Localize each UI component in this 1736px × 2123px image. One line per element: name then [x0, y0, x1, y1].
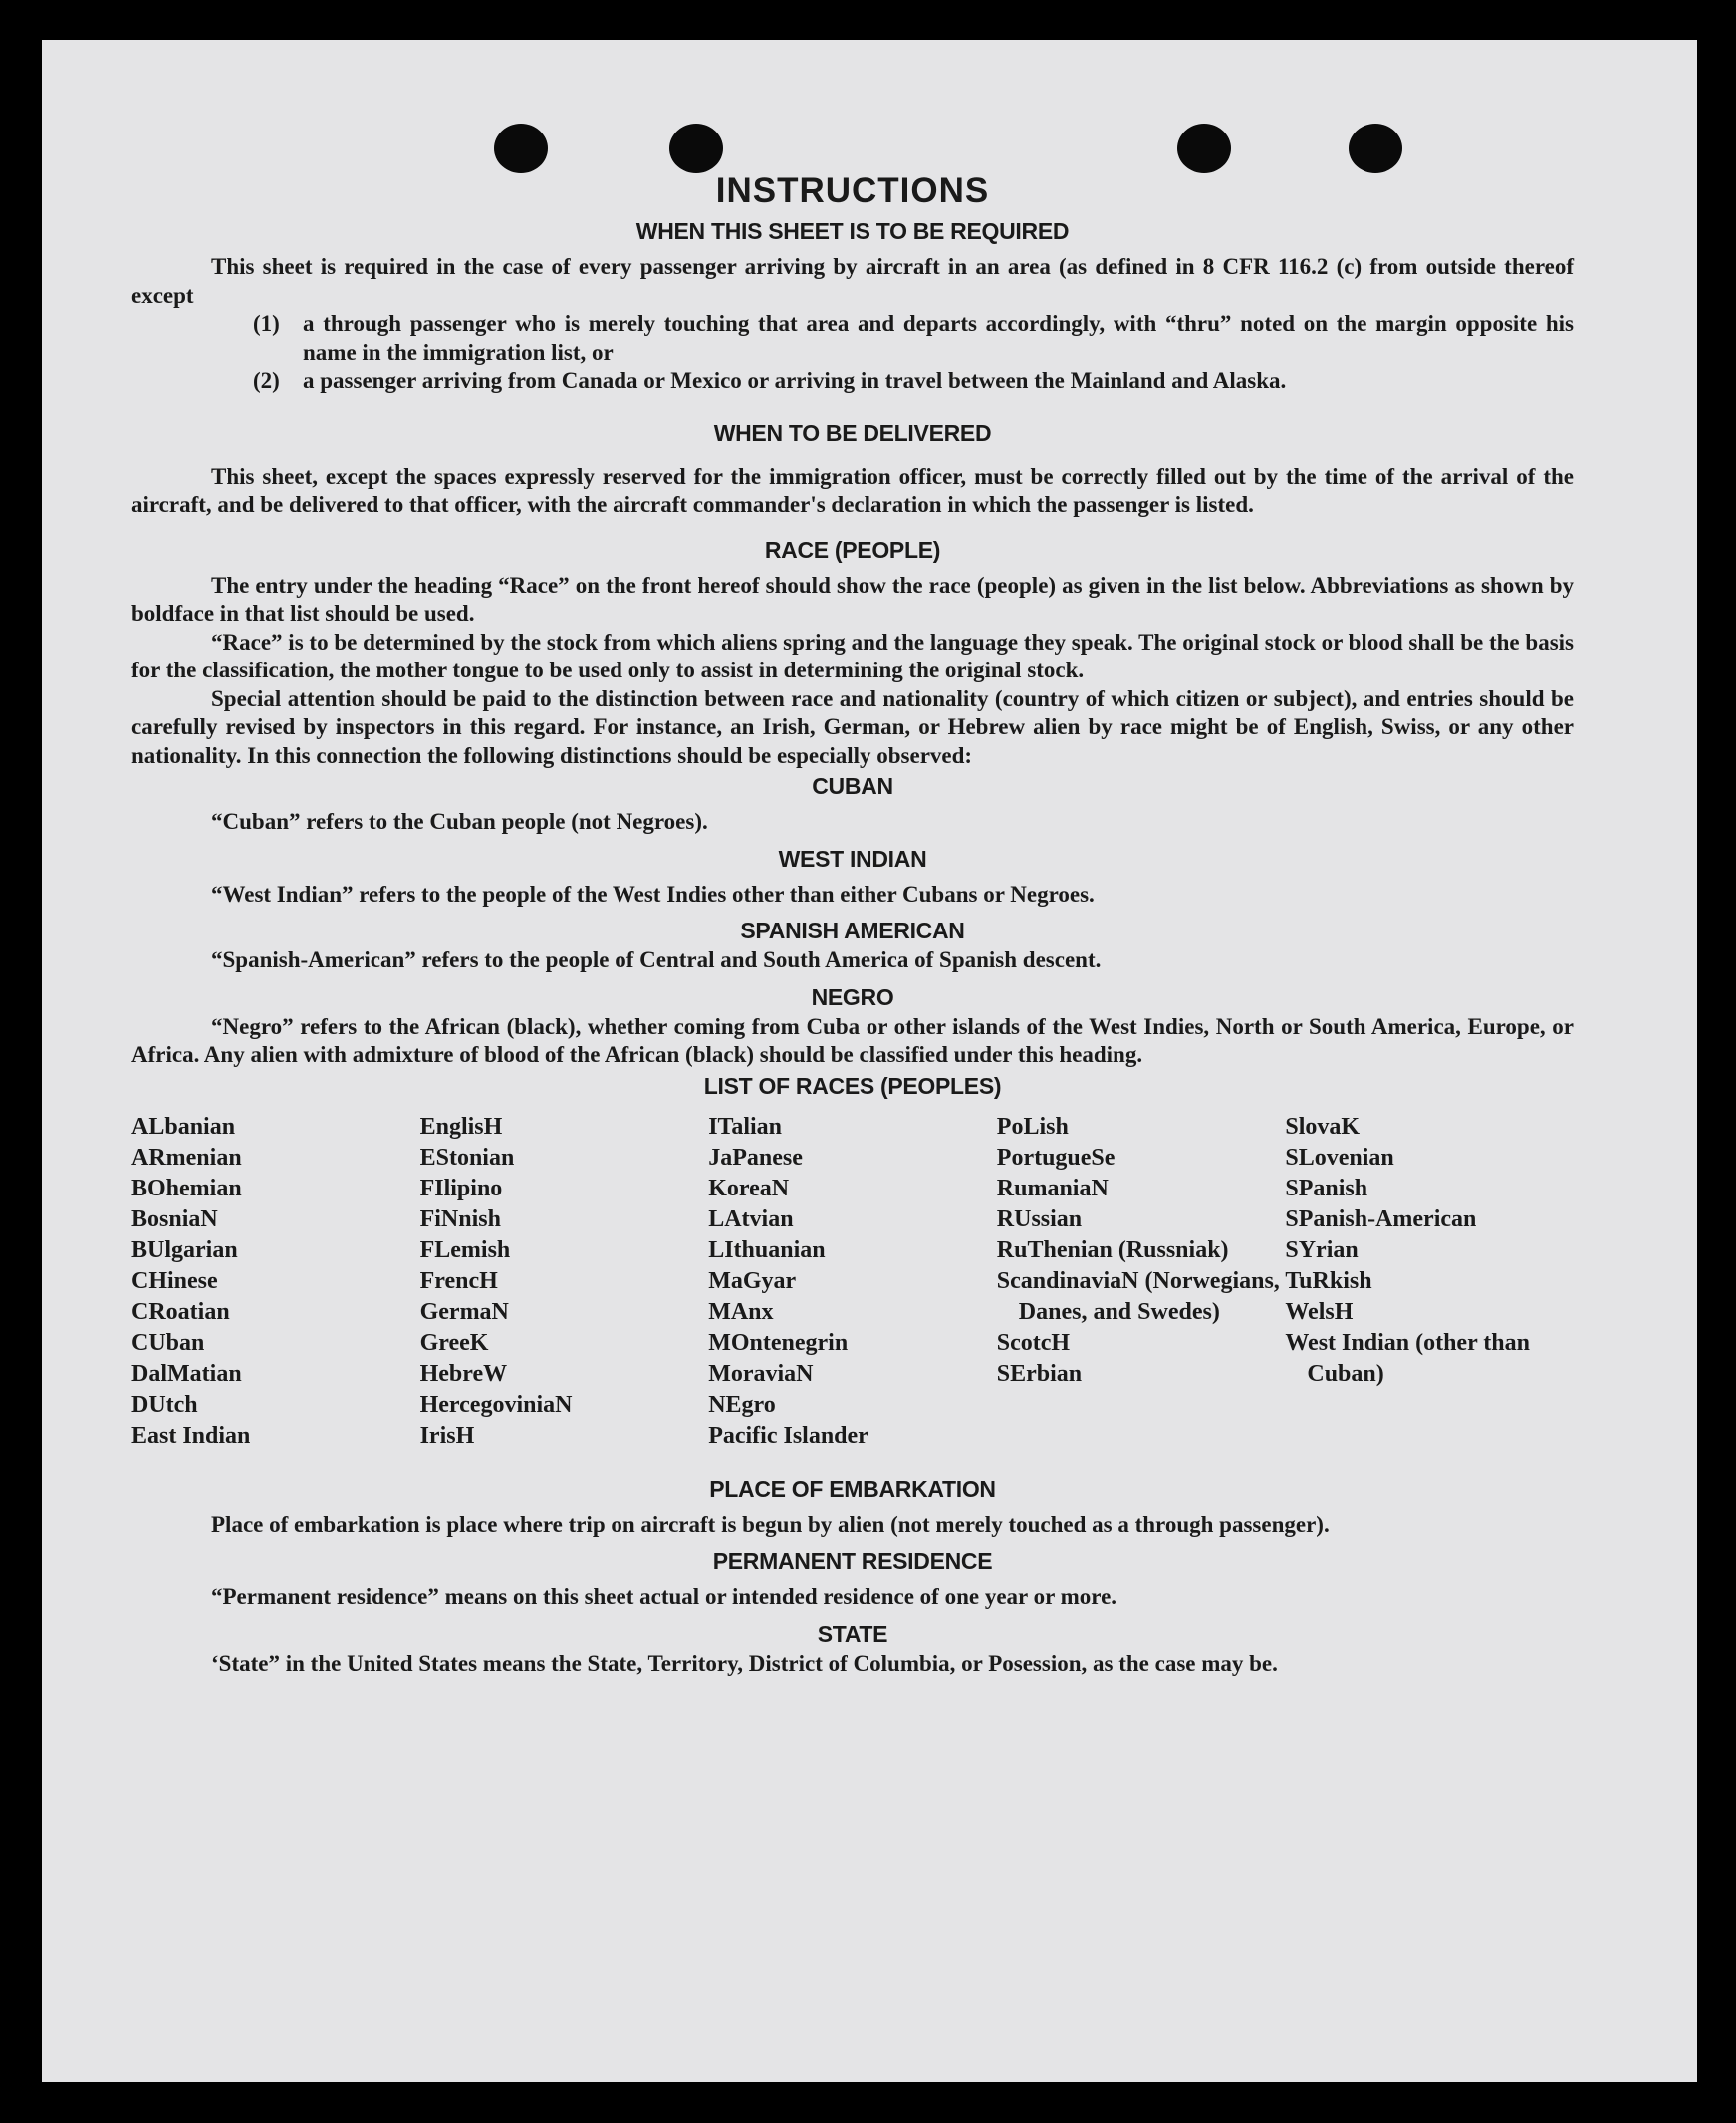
race-entry: BOhemian — [131, 1175, 242, 1201]
race-entry: LIthuanian — [708, 1236, 826, 1263]
race-entry: MoraviaN — [708, 1360, 814, 1387]
race-entry: FiNnish — [419, 1205, 501, 1232]
race-entry: SYrian — [1285, 1236, 1359, 1263]
race-entry: HebreW — [419, 1360, 508, 1387]
section-heading-residence: PERMANENT RESIDENCE — [712, 1548, 993, 1574]
race-entry: GreeK — [419, 1329, 489, 1356]
delivered-text: This sheet, except the spaces expressly reserved for the immigration officer, must be correctly filled out by the time of the arrival of the aircraft, and be delivered to that officer, with the aircraft commander's declaration in which the passenger is listed. — [131, 463, 1574, 517]
race-entry: SLovenian — [1285, 1144, 1394, 1171]
required-intro: This sheet is required in the case of every passenger arriving by aircraft in an area (as defined in 8 CFR 116.2 (c) from outside thereof except — [131, 254, 1574, 308]
section-heading-negro: NEGRO — [811, 983, 894, 1010]
race-list-column — [997, 1112, 1286, 1452]
race-entry: EStonian — [419, 1144, 515, 1171]
race-entry: ScandinaviaN (Norwegians, Danes, and Swedes) — [996, 1267, 1280, 1325]
race-entry: SPanish — [1285, 1175, 1368, 1201]
item-text: a through passenger who is merely touching that area and departs accordingly, with “thru” noted on the margin opposite his name in the immigration list, or — [303, 311, 1574, 365]
race-entry: ITalian — [708, 1113, 783, 1140]
section-heading-race: RACE (PEOPLE) — [764, 536, 941, 563]
item-number: (1) — [253, 311, 280, 336]
race-entry: LAtvian — [708, 1205, 794, 1232]
race-entry: FLemish — [419, 1236, 511, 1263]
race-entry: DalMatian — [131, 1360, 242, 1387]
race-entry: BosniaN — [131, 1205, 218, 1232]
west-indian-text: “West Indian” refers to the people of the West Indies other than either Cubans or Negroes. — [211, 881, 1095, 907]
section-heading-embarkation: PLACE OF EMBARKATION — [709, 1475, 996, 1502]
race-list-column — [1285, 1112, 1574, 1452]
race-entry: East Indian — [131, 1422, 251, 1449]
race-entry: SPanish-American — [1285, 1205, 1477, 1232]
race-entry: West Indian (other than Cuban) — [1285, 1329, 1530, 1387]
section-heading-state: STATE — [817, 1620, 888, 1647]
race-entry: MaGyar — [708, 1267, 797, 1294]
spanish-american-text: “Spanish-American” refers to the people of Central and South America of Spanish descent. — [211, 947, 1102, 972]
race-list-column — [708, 1112, 997, 1452]
negro-text: “Negro” refers to the African (black), whether coming from Cuba or other islands of the West Indies, North or South America, Europe, or Africa. Any alien with admixture of blood of the African (black) should be classified under this heading. — [131, 1013, 1574, 1067]
punch-hole — [494, 124, 548, 173]
race-entry: ScotcH — [996, 1329, 1071, 1356]
section-heading-required: WHEN THIS SHEET IS TO BE REQUIRED — [635, 218, 1070, 244]
required-item — [253, 310, 1574, 367]
race-list-column — [420, 1112, 709, 1452]
race-entry: PoLish — [996, 1113, 1069, 1140]
race-list — [131, 1112, 1574, 1452]
race-entry: FIlipino — [419, 1175, 503, 1201]
punch-hole — [669, 124, 723, 173]
item-text: a passenger arriving from Canada or Mexico or arriving in travel between the Mainland and Alaska. — [303, 368, 1287, 393]
race-entry: KoreaN — [708, 1175, 790, 1201]
race-entry: SErbian — [996, 1360, 1083, 1387]
race-entry: MAnx — [708, 1298, 774, 1325]
race-entry: CRoatian — [131, 1298, 230, 1325]
race-entry: FrencH — [419, 1267, 498, 1294]
item-number: (2) — [253, 368, 280, 393]
race-entry: GermaN — [419, 1298, 509, 1325]
race-paragraph-3: Special attention should be paid to the distinction between race and nationality (country of which citizen or subject), and entries should be carefully revised by inspectors in this regard. For instance, an Irish, German, or Hebrew alien by race might be of English, Swiss, or any other nationality. In this connection the following distinctions should be especially observed: — [131, 685, 1574, 768]
race-entry: JaPanese — [708, 1144, 803, 1171]
instructions-content — [131, 169, 1574, 1678]
section-heading-west-indian: WEST INDIAN — [778, 845, 927, 872]
race-entry: RumaniaN — [996, 1175, 1109, 1201]
section-heading-cuban: CUBAN — [812, 773, 893, 799]
race-entry: NEgro — [708, 1391, 776, 1418]
race-entry: HercegoviniaN — [419, 1391, 573, 1418]
race-entry: BUlgarian — [131, 1236, 238, 1263]
race-paragraph-2: “Race” is to be determined by the stock from which aliens spring and the language they speak. The original stock or blood shall be the basis for the classification, the mother tongue to be used only to assist in determining the original stock. — [131, 629, 1574, 682]
race-entry: RuThenian (Russniak) — [996, 1236, 1229, 1263]
state-text: ‘State” in the United States means the State, Territory, District of Columbia, or Posession, as the case may be. — [211, 1650, 1278, 1676]
race-entry: CHinese — [131, 1267, 218, 1294]
page-title: INSTRUCTIONS — [715, 171, 990, 210]
race-entry: MOntenegrin — [708, 1329, 849, 1356]
race-entry: DUtch — [131, 1391, 198, 1418]
cuban-text: “Cuban” refers to the Cuban people (not Negroes). — [211, 809, 708, 834]
residence-text: “Permanent residence” means on this sheet actual or intended residence of one year or more. — [211, 1584, 1117, 1609]
punch-hole — [1349, 124, 1402, 173]
race-entry: WelsH — [1285, 1298, 1354, 1325]
section-heading-race-list: LIST OF RACES (PEOPLES) — [703, 1072, 1002, 1099]
race-entry: IrisH — [419, 1422, 475, 1449]
race-entry: RUssian — [996, 1205, 1083, 1232]
race-entry: ARmenian — [131, 1144, 242, 1171]
required-item — [253, 367, 1574, 396]
punch-hole — [1177, 124, 1231, 173]
race-paragraph-1: The entry under the heading “Race” on the front hereof should show the race (people) as given in the list below. Abbreviations as shown by boldface in that list should be used. — [131, 572, 1574, 626]
section-heading-spanish-american: SPANISH AMERICAN — [740, 918, 965, 943]
race-entry: PortugueSe — [996, 1144, 1116, 1171]
race-list-column — [131, 1112, 420, 1452]
section-heading-delivered: WHEN TO BE DELIVERED — [713, 419, 992, 446]
race-entry: TuRkish — [1285, 1267, 1372, 1294]
embarkation-text: Place of embarkation is place where trip on aircraft is begun by alien (not merely touched as a through passenger). — [211, 1511, 1330, 1537]
race-entry: SlovaK — [1285, 1113, 1361, 1140]
race-entry: Pacific Islander — [708, 1422, 868, 1449]
race-entry: CUban — [131, 1329, 205, 1356]
race-entry: ALbanian — [131, 1113, 236, 1140]
race-entry: EnglisH — [419, 1113, 503, 1140]
